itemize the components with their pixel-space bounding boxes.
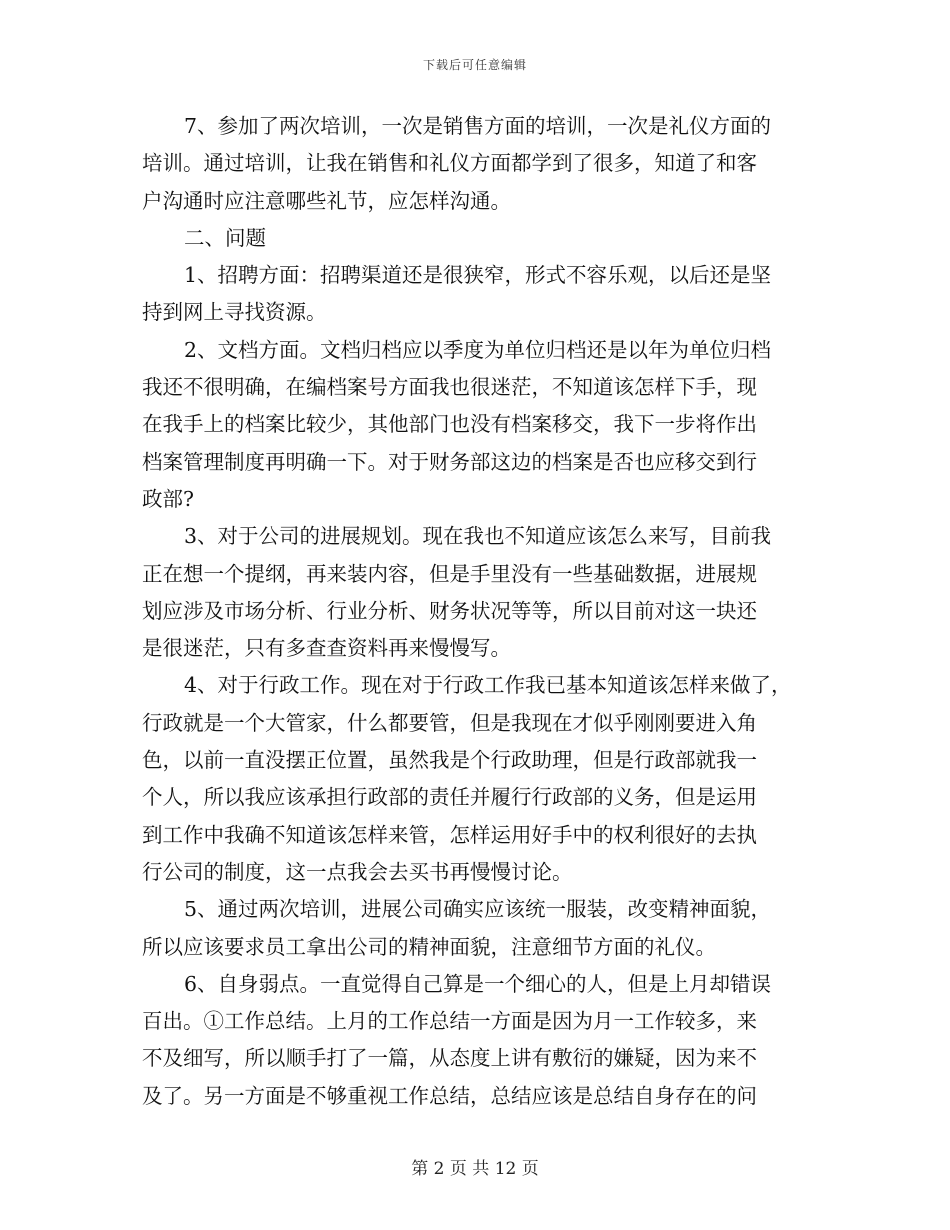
text-line: 4、对于行政工作。现在对于行政工作我已基本知道该怎样来做了， (184, 673, 792, 698)
document-body (142, 108, 812, 1115)
text-line: 1、招聘方面：招聘渠道还是很狭窄，形式不容乐观，以后还是坚 (184, 263, 772, 288)
text-line: 划应涉及市场分析、行业分析、财务状况等等，所以目前对这一块还 (142, 598, 757, 623)
text-line: 持到网上寻找资源。 (142, 300, 327, 325)
page-header-note: 下载后可任意编辑 (422, 58, 527, 72)
text-line: 二、问题 (184, 225, 266, 250)
text-line: 3、对于公司的进展规划。现在我也不知道应该怎么来写，目前我 (184, 524, 772, 549)
text-line: 百出。①工作总结。上月的工作总结一方面是因为月一工作较多，来 (142, 1009, 757, 1034)
text-line: 及了。另一方面是不够重视工作总结，总结应该是总结自身存在的问 (142, 1083, 757, 1108)
text-line: 政部? (142, 486, 194, 511)
text-line: 不及细写，所以顺手打了一篇，从态度上讲有敷衍的嫌疑，因为来不 (142, 1046, 757, 1071)
text-line: 正在想一个提纲，再来装内容，但是手里没有一些基础数据，进展规 (142, 561, 757, 586)
text-line: 所以应该要求员工拿出公司的精神面貌，注意细节方面的礼仪。 (142, 934, 716, 959)
text-line: 行公司的制度，这一点我会去买书再慢慢讨论。 (142, 859, 573, 884)
text-line: 培训。通过培训，让我在销售和礼仪方面都学到了很多，知道了和客 (142, 151, 757, 176)
text-line: 个人，所以我应该承担行政部的责任并履行行政部的义务，但是运用 (142, 785, 757, 810)
page-footer: 第 2 页 共 12 页 (411, 1159, 539, 1179)
text-line: 7、参加了两次培训，一次是销售方面的培训，一次是礼仪方面的 (184, 114, 772, 138)
text-line: 5、通过两次培训，进展公司确实应该统一服装，改变精神面貌， (184, 897, 772, 922)
text-line: 行政就是一个大管家，什么都要管，但是我现在才似乎刚刚要进入角 (142, 710, 757, 735)
text-line: 2、文档方面。文档归档应以季度为单位归档还是以年为单位归档 (184, 337, 772, 362)
text-line: 到工作中我确不知道该怎样来管，怎样运用好手中的权利很好的去执 (142, 822, 757, 847)
text-line: 在我手上的档案比较少，其他部门也没有档案移交，我下一步将作出 (142, 412, 757, 437)
text-line: 档案管理制度再明确一下。对于财务部这边的档案是否也应移交到行 (142, 449, 757, 474)
text-line: 6、自身弱点。一直觉得自己算是一个细心的人，但是上月却错误 (184, 971, 772, 996)
text-line: 户沟通时应注意哪些礼节，应怎样沟通。 (142, 188, 511, 213)
text-line: 色，以前一直没摆正位置，虽然我是个行政助理，但是行政部就我一 (142, 748, 757, 773)
text-line: 是很迷茫，只有多查查资料再来慢慢写。 (142, 636, 511, 661)
text-line: 我还不很明确，在编档案号方面我也很迷茫，不知道该怎样下手，现 (142, 375, 757, 400)
